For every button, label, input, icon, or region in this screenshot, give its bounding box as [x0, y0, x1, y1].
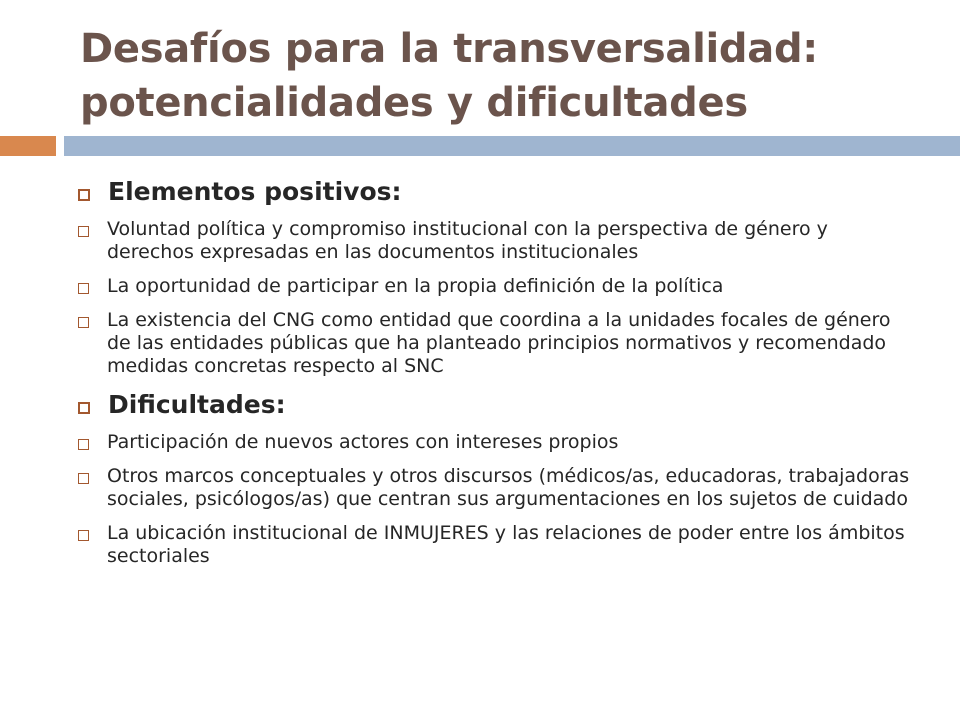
- list-item-text: La ubicación institucional de INMUJERES y las relaciones de poder entre los ámbitos sectoriales: [107, 522, 905, 567]
- slide-title: [80, 22, 940, 130]
- square-bullet-icon: [78, 283, 89, 294]
- title-line-2: potencialidades y dificultades: [80, 80, 748, 126]
- square-bullet-icon: [78, 189, 90, 201]
- list-item-text: La oportunidad de participar en la propia definición de la política: [107, 275, 724, 297]
- list-item: [78, 431, 918, 454]
- accent-bar-blue: [64, 136, 960, 156]
- section-heading-text: Elementos positivos:: [108, 177, 402, 206]
- list-item: [78, 309, 918, 378]
- square-bullet-icon: [78, 473, 89, 484]
- section-heading-positive: [78, 176, 918, 208]
- list-item: [78, 218, 918, 264]
- square-bullet-icon: [78, 226, 89, 237]
- list-item: [78, 275, 918, 298]
- slide-body: [78, 170, 918, 579]
- list-item-text: Participación de nuevos actores con intereses propios: [107, 431, 619, 453]
- list-item-text: La existencia del CNG como entidad que coordina a la unidades focales de género de las entidades públicas que ha planteado principios normativos y recomendado medidas concretas respecto al SNC: [107, 309, 891, 377]
- list-item: [78, 465, 918, 511]
- list-item-text: Otros marcos conceptuales y otros discursos (médicos/as, educadoras, trabajadoras sociales, psicólogos/as) que centran sus argumentaciones en los sujetos de cuidado: [107, 465, 910, 510]
- square-bullet-icon: [78, 439, 89, 450]
- list-item-text: Voluntad política y compromiso institucional con la perspectiva de género y derechos expresadas en las documentos institucionales: [107, 218, 828, 263]
- square-bullet-icon: [78, 402, 90, 414]
- square-bullet-icon: [78, 317, 89, 328]
- square-bullet-icon: [78, 530, 89, 541]
- title-line-1: Desafíos para la transversalidad:: [80, 26, 818, 72]
- section-heading-difficulties: [78, 389, 918, 421]
- section-heading-text: Dificultades:: [108, 390, 286, 419]
- list-item: [78, 522, 918, 568]
- accent-bar-orange: [0, 136, 56, 156]
